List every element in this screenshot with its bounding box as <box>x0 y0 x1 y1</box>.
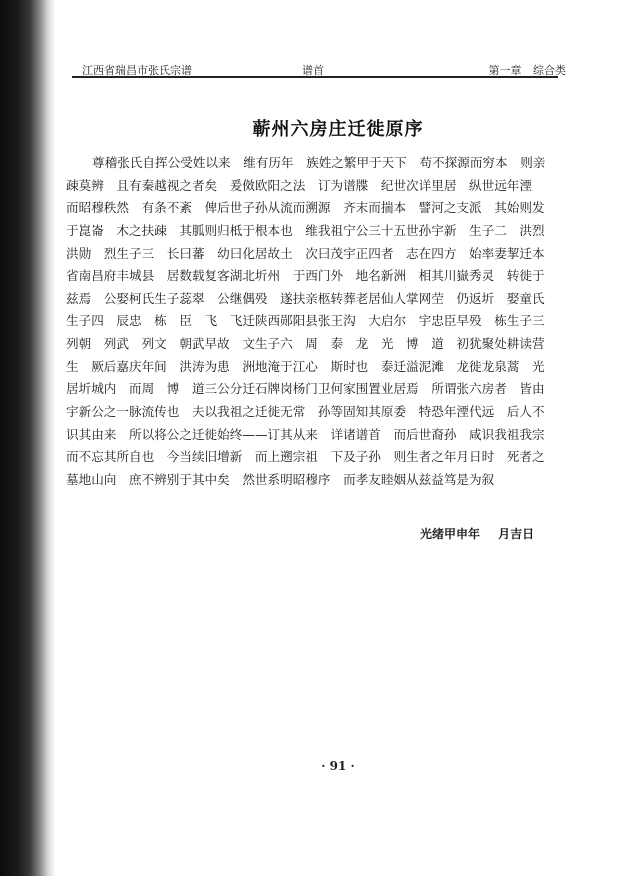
body-line: 识其由来 所以将公之迁徙始终——订其从来 详诸谱首 而后世裔孙 咸识我祖我宗 <box>66 426 545 442</box>
header-chapter: 第一章 综合类 <box>488 64 566 77</box>
body-line: 宇新公之一脉流传也 夫以我祖之迁徙无常 孙等固知其原委 特恐年湮代远 后人不 <box>66 404 545 420</box>
body-line: 生 厥后嘉庆年间 洪涛为患 洲地淹于江心 斯时也 泰迁溢泥滩 龙徙龙泉蒿 光 <box>66 358 545 374</box>
body-line: 兹焉 公娶柯氏生子蕊翠 公继偶殁 遂扶亲柩转葬老居仙人掌网茔 仍返圻 娶童氏 <box>66 290 545 306</box>
header-book-title: 江西省瑞昌市张氏宗谱 <box>82 64 192 77</box>
body-line: 于崑崙 木之扶疎 其胍则归柢于根本也 维我祖宁公三十五世孙宇新 生子二 洪烈 <box>66 222 545 238</box>
body-line: 居圻城内 而周 博 道三公分迁石牌岗杨门卫何家围置业居焉 所谓张六房者 皆由 <box>66 381 545 397</box>
body-line: 尊稽张氏自挥公受姓以来 维有历年 族姓之繁甲于天下 苟不探源而穷本 则亲 <box>92 155 546 170</box>
header-rule <box>72 76 558 80</box>
body-line: 而昭穆秩然 有条不紊 俾后世子孙从流而溯源 齐末而揣本 譬河之支派 其始则发 <box>66 200 545 216</box>
body-line: 生子四 辰忠 栋 臣 飞 飞迁陕西郧阳县张王沟 大启尔 宇忠臣早殁 栋生子三 <box>66 313 545 329</box>
date-signature: 光绪甲申年 月吉日 <box>420 527 535 541</box>
body-line: 省南昌府丰城县 居数载复客湖北圻州 于西门外 地名新洲 相其川嶽秀灵 转徙于 <box>66 268 545 284</box>
book-binding-shadow <box>0 0 56 876</box>
body-line: 墓地山向 庶不辨别于其中矣 然世系明昭穆序 而孝友睦姻从兹益笃是为叙 <box>66 471 495 487</box>
document-page <box>56 0 620 876</box>
running-header <box>66 58 566 78</box>
page-number: · 91 · <box>321 759 355 773</box>
page-title: 蕲州六房庄迁徙原序 <box>252 119 424 140</box>
body-text <box>66 152 556 492</box>
body-line: 列朝 列武 列文 朝武早故 文生子六 周 泰 龙 光 博 道 初犹聚处耕读营 <box>66 336 545 352</box>
body-line: 而不忘其所自也 今当续旧增新 而上遡宗祖 下及子孙 则生者之年月日时 死者之 <box>66 449 545 465</box>
body-line: 疎莫辨 且有秦越视之者矣 爰傚欧阳之法 订为谱牒 纪世次详里居 纵世远年湮 <box>66 177 532 193</box>
header-section: 谱首 <box>302 64 324 77</box>
body-line: 洪勋 烈生子三 长曰蕃 幼曰化居故土 次曰茂宇正四者 志在四方 始率妻挈迁本 <box>66 245 545 261</box>
